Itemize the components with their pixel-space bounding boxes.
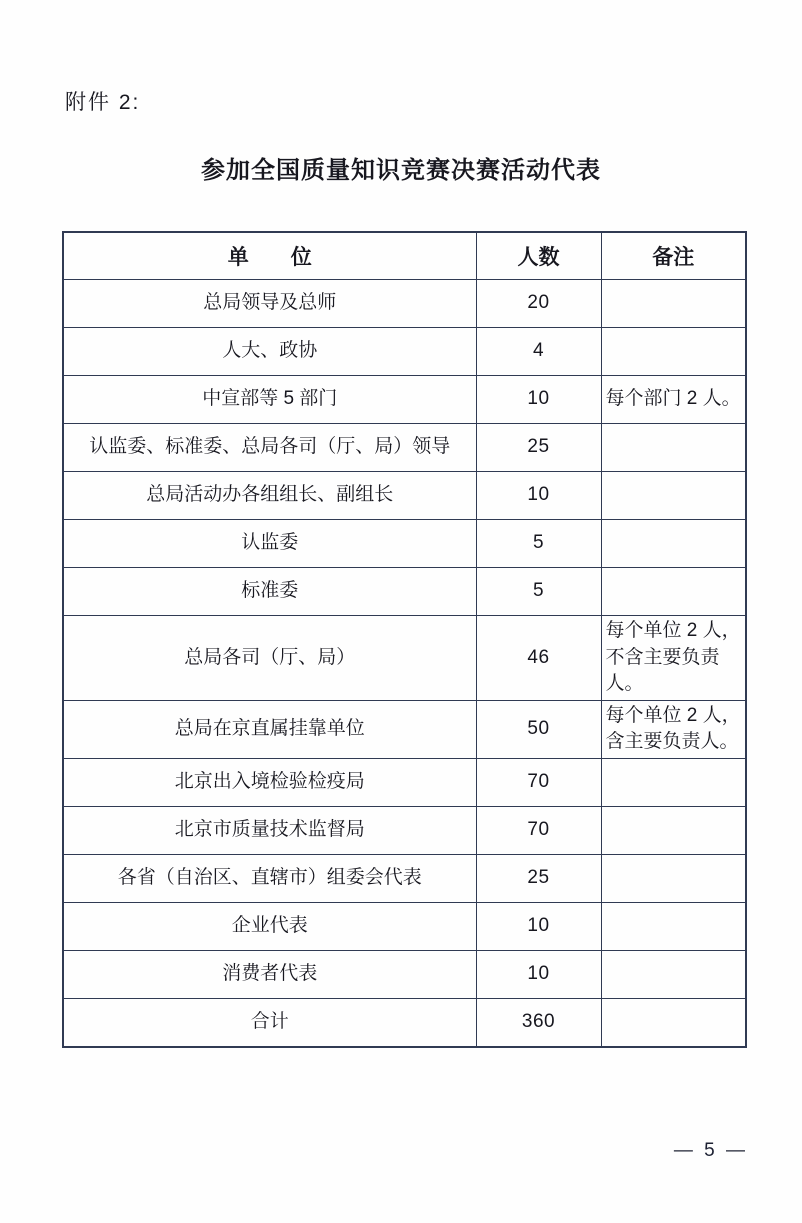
note-cell [601, 328, 746, 376]
count-cell: 10 [476, 950, 601, 998]
unit-cell: 总局活动办各组组长、副组长 [63, 472, 476, 520]
table-row [63, 806, 746, 854]
attachment-label: 附件 2: [65, 91, 141, 114]
count-cell: 360 [476, 998, 601, 1047]
unit-cell: 总局领导及总师 [63, 280, 476, 328]
note-cell [601, 950, 746, 998]
unit-cell: 中宣部等 5 部门 [63, 376, 476, 424]
unit-cell: 标准委 [63, 568, 476, 616]
page-number-text: — 5 — [673, 1140, 748, 1161]
table-body [63, 280, 746, 1047]
unit-cell: 企业代表 [63, 902, 476, 950]
note-cell [601, 902, 746, 950]
unit-cell: 总局各司（厅、局） [63, 616, 476, 701]
count-cell: 70 [476, 758, 601, 806]
unit-cell: 认监委 [63, 520, 476, 568]
table-row [63, 758, 746, 806]
count-cell: 10 [476, 376, 601, 424]
note-cell [601, 854, 746, 902]
unit-cell: 合计 [63, 998, 476, 1047]
note-cell [601, 568, 746, 616]
table-row [63, 280, 746, 328]
col-header-count: 人数 [476, 232, 601, 280]
table-row [63, 616, 746, 701]
count-cell: 50 [476, 700, 601, 758]
unit-cell: 认监委、标准委、总局各司（厅、局）领导 [63, 424, 476, 472]
unit-cell: 消费者代表 [63, 950, 476, 998]
table-row [63, 520, 746, 568]
header-row [63, 232, 746, 280]
table-row [63, 700, 746, 758]
note-cell [601, 758, 746, 806]
note-cell: 每个单位 2 人，含主要负责人。 [601, 700, 746, 758]
col-header-unit: 单 位 [63, 232, 476, 280]
count-cell: 25 [476, 424, 601, 472]
table-header [63, 232, 746, 280]
note-cell [601, 520, 746, 568]
note-cell [601, 998, 746, 1047]
note-cell [601, 472, 746, 520]
unit-cell: 各省（自治区、直辖市）组委会代表 [63, 854, 476, 902]
count-cell: 25 [476, 854, 601, 902]
page-number [674, 1140, 748, 1162]
count-cell: 5 [476, 568, 601, 616]
note-cell [601, 280, 746, 328]
count-cell: 4 [476, 328, 601, 376]
table-row [63, 424, 746, 472]
note-cell: 每个单位 2 人，不含主要负责人。 [601, 616, 746, 701]
count-cell: 20 [476, 280, 601, 328]
table-row [63, 376, 746, 424]
count-cell: 46 [476, 616, 601, 701]
count-cell: 70 [476, 806, 601, 854]
unit-cell: 人大、政协 [63, 328, 476, 376]
unit-cell: 总局在京直属挂靠单位 [63, 700, 476, 758]
table-row [63, 998, 746, 1047]
delegates-table [62, 231, 747, 1048]
page-title: 参加全国质量知识竞赛决赛活动代表 [201, 157, 601, 184]
note-cell [601, 424, 746, 472]
unit-cell: 北京市质量技术监督局 [63, 806, 476, 854]
count-cell: 10 [476, 902, 601, 950]
table-row [63, 568, 746, 616]
note-cell: 每个部门 2 人。 [601, 376, 746, 424]
table-row [63, 328, 746, 376]
count-cell: 10 [476, 472, 601, 520]
table-row [63, 854, 746, 902]
table-row [63, 472, 746, 520]
col-header-note: 备注 [601, 232, 746, 280]
unit-cell: 北京出入境检验检疫局 [63, 758, 476, 806]
note-cell [601, 806, 746, 854]
count-cell: 5 [476, 520, 601, 568]
table-row [63, 950, 746, 998]
table-row [63, 902, 746, 950]
